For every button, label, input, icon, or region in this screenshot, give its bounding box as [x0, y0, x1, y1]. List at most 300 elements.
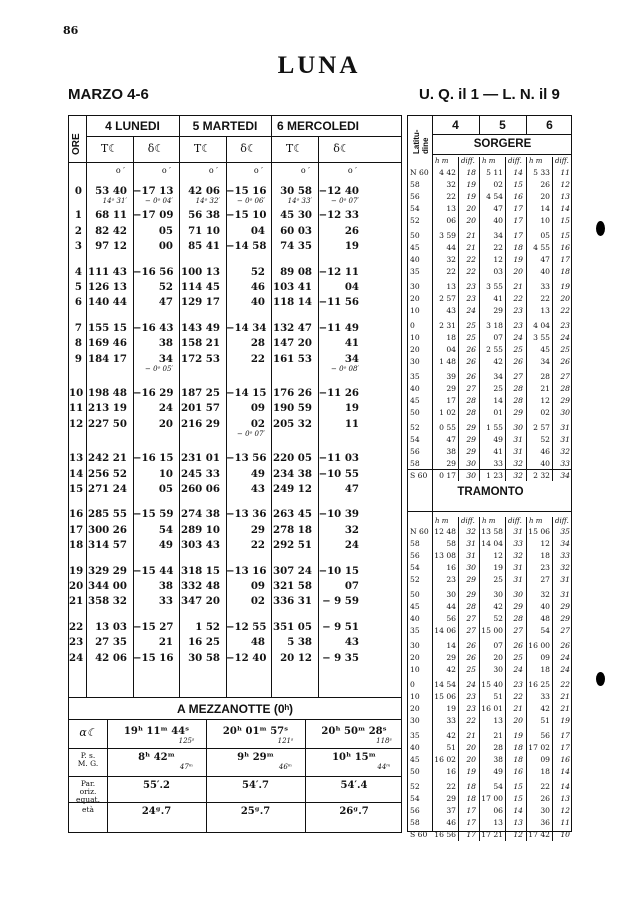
latitude-cell: 0 [410, 321, 415, 330]
midnight-row-line [69, 776, 401, 777]
latitude-cell: 52 [410, 423, 420, 432]
time-cell: 23 [446, 575, 456, 584]
time-cell: 40 [540, 267, 550, 276]
difference-cell: 20 [466, 216, 476, 225]
difference-cell: 22 [466, 716, 476, 725]
difference-cell: 31 [560, 423, 570, 432]
hour-label: 23 [69, 636, 84, 649]
midnight-value: 20ʰ 01ᵐ 57ˢ [222, 726, 289, 737]
value-cell: 129 17 [181, 296, 220, 309]
difference-cell: 24 [513, 333, 523, 342]
latitude-cell: 10 [410, 665, 420, 674]
time-cell: 13 58 [481, 527, 503, 536]
difference-cell: − 0ᵒ 04′ [145, 197, 173, 206]
time-cell: 17 00 [481, 794, 503, 803]
value-cell: 82 42 [95, 224, 127, 237]
difference-cell: 23 [513, 680, 523, 689]
rise-set-row [408, 716, 573, 725]
hour-label: 2 [74, 224, 82, 237]
time-cell: 25 [493, 384, 503, 393]
difference-cell: 28 [513, 614, 523, 623]
day-header-line [432, 134, 571, 135]
hour-row [69, 185, 403, 198]
value-cell: 53 40 [95, 185, 127, 197]
hour-row [69, 337, 403, 350]
latitude-cell: 56 [410, 806, 420, 815]
difference-cell: 23 [466, 282, 476, 291]
time-cell: 18 [446, 333, 456, 342]
time-cell: 46 [446, 818, 456, 827]
latitude-cell: 54 [410, 435, 420, 444]
value-cell: −12 33 [318, 209, 359, 222]
time-cell: 45 [540, 345, 550, 354]
value-cell: 32 [344, 523, 359, 536]
time-cell: 51 [446, 743, 456, 752]
column-header: T☾ [193, 142, 212, 155]
difference-row [69, 430, 403, 443]
latitude-cell: 54 [410, 563, 420, 572]
latitude-cell: 40 [410, 614, 420, 623]
value-cell: 40 [250, 296, 265, 309]
hour-row [69, 209, 403, 222]
time-cell: 06 [493, 806, 503, 815]
value-cell: 263 45 [273, 508, 312, 521]
time-cell: 13 [446, 204, 456, 213]
value-cell: 256 52 [88, 467, 127, 480]
time-cell: 5 11 [486, 168, 503, 177]
time-cell: 29 [493, 306, 503, 315]
time-cell: 13 [493, 716, 503, 725]
value-cell: 05 [158, 483, 173, 495]
difference-cell: 10 [560, 830, 570, 839]
value-cell: 329 29 [88, 564, 127, 577]
difference-cell: 16 [513, 767, 523, 776]
latitude-cell: 50 [410, 767, 420, 776]
value-cell: 336 31 [273, 595, 312, 608]
time-cell: 46 [540, 447, 550, 456]
value-cell: 42 06 [95, 651, 127, 664]
latitude-cell: 58 [410, 818, 420, 827]
unit-cell: o ′ [300, 166, 310, 175]
column-header: T☾ [100, 142, 119, 155]
value-cell: 143 49 [181, 321, 220, 334]
value-cell: 24 [344, 539, 359, 552]
time-cell: 52 [540, 435, 550, 444]
difference-cell: 24 [466, 680, 476, 689]
difference-cell: 20 [466, 204, 476, 213]
difference-cell: 16 [513, 192, 523, 201]
value-cell: 278 18 [273, 523, 312, 536]
rise-set-row [408, 614, 573, 623]
time-cell: 13 [446, 282, 456, 291]
value-cell: 147 20 [273, 337, 312, 350]
hour-row [69, 281, 403, 294]
rise-set-row [408, 680, 573, 689]
difference-cell: 28 [513, 396, 523, 405]
difference-cell: 21 [513, 704, 523, 713]
value-cell: 33 [158, 595, 173, 608]
value-cell: 231 01 [181, 452, 220, 465]
midnight-value: 20ʰ 50ᵐ 28ˢ [321, 726, 387, 737]
difference-cell: 21 [560, 692, 570, 701]
value-cell: 10 [158, 467, 173, 480]
difference-cell: 17 [513, 216, 523, 225]
value-cell: −12 40 [318, 185, 359, 197]
time-cell: 34 [493, 231, 503, 240]
hour-row [69, 652, 403, 665]
difference-cell: 13 [513, 818, 523, 827]
time-cell: 29 [446, 384, 456, 393]
ore-label: ORE [71, 133, 82, 155]
difference-cell: 26 [466, 357, 476, 366]
time-cell: 23 [540, 563, 550, 572]
time-cell: 47 [446, 435, 456, 444]
difference-cell: 17 [513, 204, 523, 213]
time-cell: 16 25 [528, 680, 550, 689]
value-cell: 300 26 [88, 523, 127, 536]
difference-cell: 29 [560, 396, 570, 405]
value-cell: 09 [250, 402, 265, 415]
difference-cell: 29 [560, 602, 570, 611]
page-title: LUNA [277, 52, 361, 79]
difference-cell: 25 [466, 321, 476, 330]
midnight-value: 9ʰ 29ᵐ [237, 752, 274, 763]
latitude-cell: 10 [410, 692, 420, 701]
difference-cell: 14 [513, 806, 523, 815]
hour-row [69, 296, 403, 309]
difference-cell: 27 [560, 372, 570, 381]
value-cell: −15 16 [133, 651, 174, 664]
latitude-cell: N 60 [410, 168, 429, 177]
difference-cell: 17 [466, 818, 476, 827]
header-line [86, 136, 401, 137]
difference-cell: 31 [466, 551, 476, 560]
difference-cell: 21 [466, 731, 476, 740]
difference-cell: 32 [513, 459, 523, 468]
time-cell: 28 [540, 372, 550, 381]
hour-row [69, 452, 403, 465]
midnight-row-line [69, 748, 401, 749]
latitude-cell: 20 [410, 704, 420, 713]
latitude-cell: 10 [410, 306, 420, 315]
hour-row [69, 580, 403, 593]
value-cell: 5 38 [287, 636, 312, 649]
value-cell: 318 15 [181, 564, 220, 577]
midnight-row-label: età [82, 805, 94, 814]
latitude-cell: 50 [410, 590, 420, 599]
time-cell: 49 [493, 435, 503, 444]
difference-cell: 20 [513, 716, 523, 725]
value-cell: −16 56 [133, 265, 174, 278]
time-cell: 09 [540, 653, 550, 662]
difference-cell: 27 [466, 614, 476, 623]
rise-set-row [408, 830, 573, 839]
hour-label: 16 [69, 508, 84, 521]
time-cell: 16 00 [528, 641, 550, 650]
value-cell: 303 43 [181, 539, 220, 552]
rise-set-row [408, 731, 573, 740]
difference-cell: 15 [560, 231, 570, 240]
column-header: δ☾ [240, 142, 257, 155]
col-head: diff. [461, 517, 475, 525]
latitude-cell: 45 [410, 396, 420, 405]
value-cell: 71 10 [188, 224, 220, 237]
value-cell: 41 [344, 337, 359, 350]
time-cell: 37 [446, 806, 456, 815]
time-cell: 4 42 [439, 168, 456, 177]
difference-cell: 17 [466, 830, 476, 839]
difference-cell: 32 [466, 527, 476, 536]
time-cell: 22 [540, 294, 550, 303]
hour-row [69, 524, 403, 537]
time-cell: 18 [540, 551, 550, 560]
latitude-cell: N 60 [410, 527, 429, 536]
difference-cell: 25 [513, 345, 523, 354]
value-cell: 52 [158, 281, 173, 293]
value-cell: 48 [250, 636, 265, 649]
latitude-cell: 56 [410, 551, 420, 560]
time-cell: 14 [540, 204, 550, 213]
difference-cell: 31 [560, 435, 570, 444]
value-cell: 249 12 [273, 483, 312, 495]
difference-cell: 24 [560, 333, 570, 342]
time-cell: 20 [493, 653, 503, 662]
midnight-row-label: P. s. M. G. [77, 751, 99, 768]
rise-set-row [408, 602, 573, 611]
col-head: diff. [555, 157, 569, 165]
rise-set-row [408, 818, 573, 827]
hour-row [69, 565, 403, 578]
time-cell: 15 06 [528, 527, 550, 536]
date-range-header: MARZO 4-6 [68, 86, 149, 103]
hour-row [69, 225, 403, 238]
value-cell: 30 58 [188, 651, 220, 664]
difference-cell: 22 [466, 255, 476, 264]
difference-cell: 18 [466, 168, 476, 177]
midnight-value: 54′.7 [242, 780, 269, 791]
value-cell: − 9 51 [322, 620, 359, 633]
difference-cell: 14 [560, 204, 570, 213]
time-cell: 3 59 [439, 231, 456, 240]
value-cell: 344 00 [88, 580, 127, 592]
difference-cell: 21 [560, 704, 570, 713]
difference-cell: 18 [513, 755, 523, 764]
time-cell: 42 [493, 357, 503, 366]
difference-cell: 29 [466, 423, 476, 432]
difference-cell: 26 [466, 653, 476, 662]
time-cell: 16 [446, 563, 456, 572]
value-cell: 271 24 [88, 483, 127, 495]
value-cell: −10 55 [318, 467, 359, 480]
hour-row [69, 636, 403, 649]
value-cell: 245 33 [181, 467, 220, 480]
time-cell: 14 06 [434, 626, 456, 635]
value-cell: 260 06 [181, 483, 220, 495]
time-cell: 29 [446, 459, 456, 468]
value-cell: −14 15 [226, 387, 267, 399]
col-head: h m [529, 517, 543, 525]
unit-cell: o ′ [253, 166, 263, 175]
rise-set-row [408, 168, 573, 177]
value-cell: 242 21 [88, 452, 127, 465]
time-cell: 02 [540, 408, 550, 417]
time-cell: 58 [446, 539, 456, 548]
value-cell: −12 40 [226, 651, 267, 664]
col-head: h m [529, 157, 543, 165]
value-cell: 27 35 [95, 636, 127, 649]
day-number: 4 [452, 118, 459, 132]
difference-cell: 25 [560, 345, 570, 354]
difference-cell: 29 [466, 447, 476, 456]
time-cell: 34 [493, 372, 503, 381]
value-cell: −13 56 [226, 452, 267, 465]
latitude-cell: 58 [410, 180, 420, 189]
midnight-difference: 121ˢ [277, 737, 294, 745]
time-cell: 42 [540, 704, 550, 713]
rise-set-row [408, 767, 573, 776]
difference-cell: 14 [513, 168, 523, 177]
difference-cell: 34 [560, 539, 570, 548]
time-cell: 42 [493, 602, 503, 611]
time-cell: 12 [540, 539, 550, 548]
latitude-cell: 10 [410, 333, 420, 342]
hour-row [69, 402, 403, 415]
rise-set-row [408, 435, 573, 444]
time-cell: 56 [540, 731, 550, 740]
difference-cell: 28 [466, 396, 476, 405]
difference-cell: 33 [513, 539, 523, 548]
difference-cell: 20 [513, 267, 523, 276]
difference-cell: 16 [560, 755, 570, 764]
time-cell: 22 [446, 782, 456, 791]
difference-cell: 23 [466, 704, 476, 713]
value-cell: 29 [250, 523, 265, 536]
day-header: 4 LUNEDI [105, 119, 160, 133]
value-cell: 21 [158, 636, 173, 649]
value-cell: 111 43 [88, 265, 127, 278]
rise-set-row [408, 447, 573, 456]
difference-cell: 23 [466, 692, 476, 701]
rise-set-row [408, 282, 573, 291]
time-cell: 12 [540, 396, 550, 405]
difference-cell: 27 [466, 384, 476, 393]
hour-label: 3 [74, 240, 82, 253]
value-cell: −10 15 [318, 564, 359, 577]
difference-cell: 19 [513, 255, 523, 264]
value-cell: 20 [158, 417, 173, 430]
difference-cell: 31 [513, 563, 523, 572]
difference-cell: 11 [560, 818, 570, 827]
difference-cell: 31 [560, 590, 570, 599]
value-cell: 1 52 [195, 620, 220, 633]
tramonto-line [408, 469, 571, 470]
difference-cell: 21 [466, 243, 476, 252]
value-cell: 176 26 [273, 387, 312, 399]
difference-cell: 18 [466, 794, 476, 803]
midnight-difference: 47ᵐ [179, 763, 194, 771]
value-cell: 02 [250, 417, 265, 430]
time-cell: 40 [540, 602, 550, 611]
difference-cell: 26 [466, 372, 476, 381]
difference-cell: 35 [560, 527, 570, 536]
value-cell: 314 57 [88, 539, 127, 552]
value-cell: −13 36 [226, 508, 267, 521]
time-cell: 32 [446, 180, 456, 189]
value-cell: 140 44 [88, 296, 127, 309]
time-cell: 3 18 [486, 321, 503, 330]
difference-cell: 28 [513, 384, 523, 393]
latitude-cell: 30 [410, 357, 420, 366]
difference-cell: 24 [513, 665, 523, 674]
value-cell: −15 44 [133, 564, 174, 577]
difference-cell: − 0ᵒ 07′ [331, 197, 359, 206]
difference-cell: 14ᵒ 32′ [195, 197, 220, 206]
difference-cell: 17 [560, 743, 570, 752]
difference-cell: 26 [513, 357, 523, 366]
value-cell: 54 [158, 523, 173, 536]
time-cell: 12 [493, 551, 503, 560]
latitude-cell: 52 [410, 575, 420, 584]
hour-label: 4 [74, 265, 82, 278]
value-cell: 292 51 [273, 539, 312, 552]
value-cell: 38 [158, 337, 173, 350]
value-cell: 43 [250, 483, 265, 495]
difference-cell: 27 [560, 626, 570, 635]
difference-cell: 33 [560, 459, 570, 468]
hour-label: 24 [69, 651, 84, 664]
time-cell: 21 [493, 731, 503, 740]
value-cell: 49 [250, 467, 265, 480]
rise-set-row [408, 384, 573, 393]
time-cell: 25 [493, 575, 503, 584]
value-cell: −16 15 [133, 452, 174, 465]
rise-set-row [408, 408, 573, 417]
binding-hole-mark [596, 672, 605, 686]
time-cell: 39 [446, 372, 456, 381]
time-cell: 43 [446, 306, 456, 315]
time-cell: 15 06 [434, 692, 456, 701]
difference-cell: 20 [466, 743, 476, 752]
tramonto-title: TRAMONTO [457, 486, 524, 498]
midnight-difference: 118ˢ [376, 737, 392, 745]
difference-cell: 23 [560, 321, 570, 330]
rise-set-row [408, 204, 573, 213]
difference-cell: 31 [466, 539, 476, 548]
value-cell: 11 [344, 417, 359, 430]
time-cell: 47 [540, 255, 550, 264]
column-header: δ☾ [147, 142, 165, 155]
time-cell: 18 [540, 767, 550, 776]
value-cell: 20 12 [280, 651, 312, 664]
value-cell: 285 55 [88, 508, 127, 521]
value-cell: −12 11 [318, 265, 359, 278]
time-cell: 06 [446, 216, 456, 225]
unit-cell: o ′ [347, 166, 357, 175]
difference-cell: 17 [560, 255, 570, 264]
value-cell: 190 59 [273, 402, 312, 415]
difference-cell: 18 [560, 267, 570, 276]
hour-label: 7 [74, 321, 82, 334]
time-cell: 17 [446, 396, 456, 405]
hour-label: 11 [69, 402, 84, 415]
time-cell: 29 [446, 794, 456, 803]
time-cell: 33 [540, 282, 550, 291]
latitude-cell: 30 [410, 641, 420, 650]
time-cell: 22 [540, 782, 550, 791]
value-cell: 04 [344, 281, 359, 293]
day-number: 6 [546, 118, 553, 132]
time-cell: 40 [540, 459, 550, 468]
